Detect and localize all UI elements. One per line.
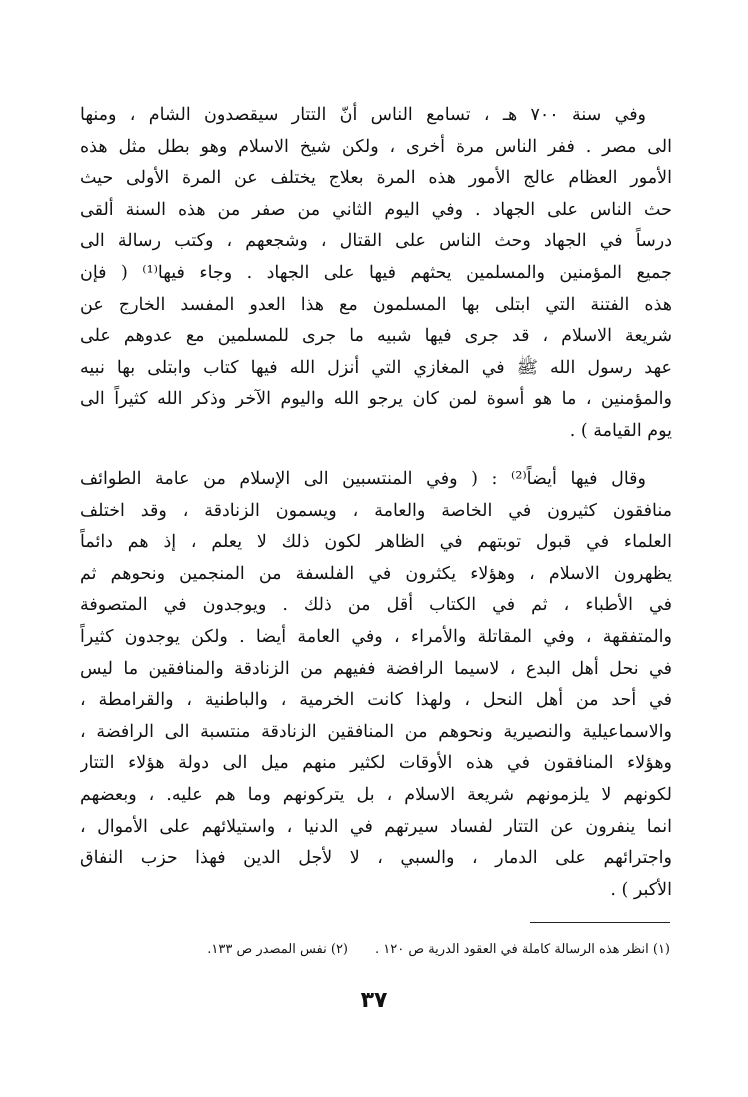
text-line: هذه الفتنة التي ابتلى بها المسلمون مع هذا العدو المفسد الخارج عن [80, 294, 672, 315]
text-line: الأمور العظام عالج الأمور هذه المرة بعلاج يختلف عن المرة الأولى حيث [80, 168, 672, 189]
footnote-divider [530, 922, 670, 923]
text-line: والمؤمنين ، ما هو أسوة لمن كان يرجو الله واليوم الآخر وذكر الله كثيراً الى [80, 389, 672, 410]
paragraph-1 [80, 100, 672, 448]
text-line: في الأطباء ، ثم في الكتاب أقل من ذلك . ويوجدون في المتصوفة [80, 595, 672, 616]
text-line: حث الناس على الجهاد . وفي اليوم الثاني من صفر من هذه السنة ألقى [80, 199, 672, 220]
text-line: يظهرون الاسلام ، وهؤلاء يكثرون في الفلسفة من المنجمين ونحوهم ثم [80, 563, 672, 584]
text-line: انما ينفرون عن التتار لفساد سيرتهم في الدنيا ، واستيلائهم على الأموال ، [80, 816, 672, 837]
text-line: والاسماعيلية والنصيرية ونحوهم من المنافقين الزنادقة منتسبة الى الرافضة ، [80, 721, 672, 742]
text-line: واجترائهم على الدمار ، والسبي ، لا لأجل الدين فهذا حزب النفاق [80, 848, 672, 869]
page-number: ٣٧ [360, 988, 388, 1013]
text-line: الى مصر . ففر الناس مرة أخرى ، ولكن شيخ الاسلام وهو بطل مثل هذه [80, 136, 672, 157]
text-line: العلماء في قبول توبتهم في الظاهر لكون ذلك لا يعلم ، إذ هم دائماً [80, 532, 672, 553]
footnote-2: (٢) نفس المصدر ص ١٣٣. [207, 942, 348, 957]
text-line: جميع المؤمنين والمسلمين يحثهم فيها على الجهاد . وجاء فيها⁽¹⁾ ( فإن [80, 262, 672, 283]
text-line: في نحل أهل البدع ، لاسيما الرافضة ففيهم من الزنادقة والمنافقين ما ليس [80, 658, 672, 679]
footnote-1: (١) انظر هذه الرسالة كاملة في العقود الدرية ص ١٢٠ . [375, 942, 670, 957]
text-line: منافقون كثيرون في الخاصة والعامة ، ويسمون الزنادقة ، وقد اختلف [80, 500, 672, 521]
text-line: وفي سنة ٧٠٠ هـ ، تسامع الناس أنّ التتار سيقصدون الشام ، ومنها [80, 105, 647, 125]
paragraph-2 [80, 464, 672, 906]
text-line: والمتفقهة ، وفي المقاتلة والأمراء ، وفي العامة أيضا . ولكن يوجدون كثيراً [80, 626, 672, 647]
text-line: الأكبر ) . [610, 879, 672, 900]
text-line: يوم القيامة ) . [569, 420, 672, 441]
text-line: وهؤلاء المنافقون في هذه الأوقات لكثير منهم ميل الى دولة هؤلاء التتار [80, 753, 672, 774]
text-line: درساً في الجهاد وحث الناس على القتال ، وشجعهم ، وكتب رسالة الى [80, 231, 672, 252]
text-line: عهد رسول الله ﷺ في المغازي التي أنزل الله فيها كتاب وابتلى بها نبيه [80, 357, 672, 378]
text-line: شريعة الاسلام ، قد جرى فيها شبيه ما جرى للمسلمين مع عدوهم على [80, 326, 672, 347]
text-line: وقال فيها أيضاً⁽²⁾ : ( وفي المنتسبين الى الإسلام من عامة الطوائف [80, 469, 646, 489]
text-line: لكونهم لا يلزمونهم شريعة الاسلام ، بل يتركونهم وما هم عليه. ، وبعضهم [80, 784, 672, 805]
text-line: في أحد من أهل النحل ، ولهذا كانت الخرمية ، والباطنية ، والقرامطة ، [80, 690, 672, 711]
